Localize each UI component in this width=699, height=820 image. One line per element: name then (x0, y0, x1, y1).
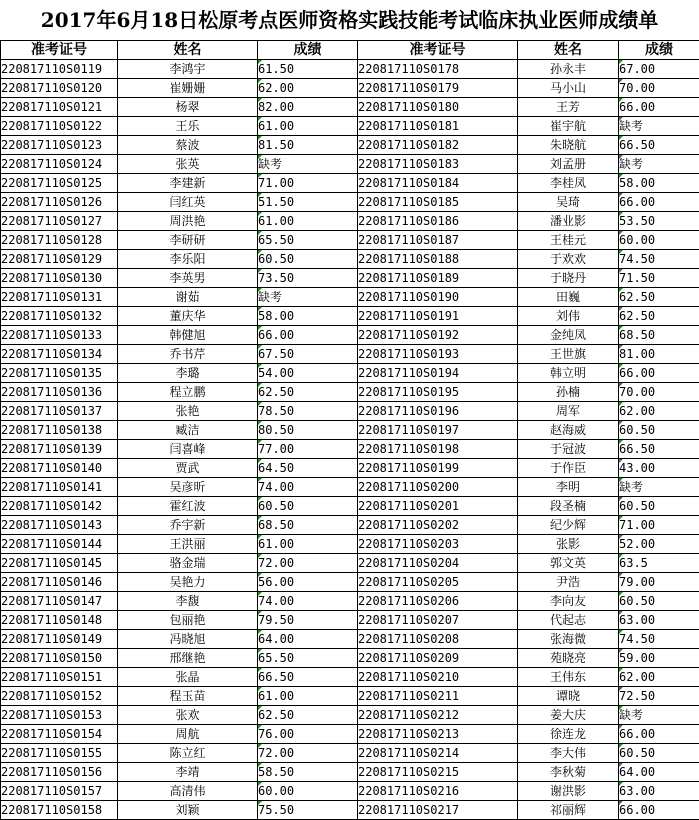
score-cell: 74.00 (258, 478, 358, 497)
score-cell: 71.50 (619, 269, 699, 288)
candidate-id-cell: 220817110S0120 (1, 79, 118, 98)
score-cell: 58.50 (258, 763, 358, 782)
score-cell: 缺考 (619, 155, 699, 174)
score-cell: 61.00 (258, 212, 358, 231)
candidate-name-cell: 崔姗姗 (118, 79, 258, 98)
candidate-name-cell: 谭晓 (518, 687, 619, 706)
score-cell: 76.00 (258, 725, 358, 744)
table-row (1, 383, 699, 402)
candidate-name-cell: 李桂凤 (518, 174, 619, 193)
table-body (1, 60, 699, 820)
table-row (1, 402, 699, 421)
candidate-id-cell: 220817110S0185 (358, 193, 518, 212)
candidate-id-cell: 220817110S0130 (1, 269, 118, 288)
header-id-left: 准考证号 (1, 41, 118, 60)
score-cell: 71.00 (258, 174, 358, 193)
table-row (1, 478, 699, 497)
candidate-id-cell: 220817110S0143 (1, 516, 118, 535)
score-cell: 72.00 (258, 744, 358, 763)
candidate-id-cell: 220817110S0214 (358, 744, 518, 763)
score-cell: 62.50 (258, 706, 358, 725)
candidate-name-cell: 杨翠 (118, 98, 258, 117)
candidate-name-cell: 王世旗 (518, 345, 619, 364)
candidate-name-cell: 徐连龙 (518, 725, 619, 744)
candidate-name-cell: 王伟东 (518, 668, 619, 687)
candidate-id-cell: 220817110S0208 (358, 630, 518, 649)
score-cell: 61.00 (258, 535, 358, 554)
score-cell: 79.50 (258, 611, 358, 630)
candidate-id-cell: 220817110S0151 (1, 668, 118, 687)
score-cell: 80.50 (258, 421, 358, 440)
candidate-name-cell: 姜大庆 (518, 706, 619, 725)
score-cell: 60.50 (258, 250, 358, 269)
score-cell: 78.50 (258, 402, 358, 421)
candidate-id-cell: 220817110S0187 (358, 231, 518, 250)
score-cell: 74.50 (619, 250, 699, 269)
candidate-id-cell: 220817110S0216 (358, 782, 518, 801)
candidate-name-cell: 代起志 (518, 611, 619, 630)
table-row (1, 763, 699, 782)
table-row (1, 497, 699, 516)
table-row (1, 326, 699, 345)
candidate-name-cell: 韩立明 (518, 364, 619, 383)
score-cell: 缺考 (619, 478, 699, 497)
candidate-id-cell: 220817110S0198 (358, 440, 518, 459)
score-cell: 63.5 (619, 554, 699, 573)
candidate-name-cell: 李璐 (118, 364, 258, 383)
candidate-name-cell: 包丽艳 (118, 611, 258, 630)
candidate-id-cell: 220817110S0196 (358, 402, 518, 421)
candidate-id-cell: 220817110S0184 (358, 174, 518, 193)
score-cell: 70.00 (619, 383, 699, 402)
score-cell: 67.50 (258, 345, 358, 364)
candidate-id-cell: 220817110S0140 (1, 459, 118, 478)
candidate-id-cell: 220817110S0119 (1, 60, 118, 79)
candidate-id-cell: 220817110S0189 (358, 269, 518, 288)
table-row (1, 117, 699, 136)
candidate-name-cell: 乔宇新 (118, 516, 258, 535)
score-cell: 60.00 (619, 231, 699, 250)
table-row (1, 421, 699, 440)
score-cell: 66.00 (619, 193, 699, 212)
candidate-name-cell: 程玉苗 (118, 687, 258, 706)
candidate-name-cell: 骆金瑞 (118, 554, 258, 573)
candidate-id-cell: 220817110S0137 (1, 402, 118, 421)
candidate-name-cell: 孙楠 (518, 383, 619, 402)
candidate-name-cell: 王桂元 (518, 231, 619, 250)
candidate-id-cell: 220817110S0217 (358, 801, 518, 820)
candidate-id-cell: 220817110S0215 (358, 763, 518, 782)
score-cell: 60.50 (619, 421, 699, 440)
candidate-id-cell: 220817110S0158 (1, 801, 118, 820)
header-score-left: 成绩 (258, 41, 358, 60)
table-row (1, 611, 699, 630)
candidate-name-cell: 赵海威 (518, 421, 619, 440)
candidate-id-cell: 220817110S0147 (1, 592, 118, 611)
candidate-id-cell: 220817110S0136 (1, 383, 118, 402)
candidate-id-cell: 220817110S0200 (358, 478, 518, 497)
score-cell: 66.50 (258, 668, 358, 687)
candidate-id-cell: 220817110S0139 (1, 440, 118, 459)
candidate-id-cell: 220817110S0186 (358, 212, 518, 231)
candidate-name-cell: 周军 (518, 402, 619, 421)
candidate-name-cell: 孙永丰 (518, 60, 619, 79)
score-cell: 58.00 (619, 174, 699, 193)
candidate-id-cell: 220817110S0202 (358, 516, 518, 535)
candidate-id-cell: 220817110S0131 (1, 288, 118, 307)
candidate-name-cell: 蔡波 (118, 136, 258, 155)
candidate-name-cell: 纪少辉 (518, 516, 619, 535)
score-cell: 66.00 (619, 98, 699, 117)
candidate-name-cell: 王洪丽 (118, 535, 258, 554)
score-cell: 66.00 (619, 725, 699, 744)
candidate-name-cell: 张晶 (118, 668, 258, 687)
candidate-name-cell: 李鸿宇 (118, 60, 258, 79)
candidate-id-cell: 220817110S0153 (1, 706, 118, 725)
score-cell: 60.50 (258, 497, 358, 516)
candidate-id-cell: 220817110S0210 (358, 668, 518, 687)
candidate-name-cell: 于冠波 (518, 440, 619, 459)
candidate-id-cell: 220817110S0178 (358, 60, 518, 79)
score-cell: 64.50 (258, 459, 358, 478)
candidate-id-cell: 220817110S0145 (1, 554, 118, 573)
table-row (1, 706, 699, 725)
score-cell: 58.00 (258, 307, 358, 326)
table-row (1, 554, 699, 573)
score-cell: 63.00 (619, 611, 699, 630)
score-cell: 63.00 (619, 782, 699, 801)
candidate-id-cell: 220817110S0123 (1, 136, 118, 155)
candidate-name-cell: 李秋菊 (518, 763, 619, 782)
candidate-name-cell: 冯晓旭 (118, 630, 258, 649)
score-cell: 62.50 (619, 307, 699, 326)
candidate-name-cell: 李大伟 (518, 744, 619, 763)
candidate-name-cell: 李建新 (118, 174, 258, 193)
candidate-name-cell: 吴艳力 (118, 573, 258, 592)
candidate-name-cell: 李明 (518, 478, 619, 497)
candidate-name-cell: 金纯凤 (518, 326, 619, 345)
score-cell: 61.00 (258, 687, 358, 706)
candidate-name-cell: 王芳 (518, 98, 619, 117)
table-row (1, 79, 699, 98)
score-cell: 64.00 (258, 630, 358, 649)
candidate-name-cell: 张影 (518, 535, 619, 554)
candidate-id-cell: 220817110S0199 (358, 459, 518, 478)
candidate-id-cell: 220817110S0201 (358, 497, 518, 516)
table-row (1, 782, 699, 801)
score-cell: 72.50 (619, 687, 699, 706)
candidate-name-cell: 张海微 (518, 630, 619, 649)
candidate-name-cell: 马小山 (518, 79, 619, 98)
candidate-id-cell: 220817110S0157 (1, 782, 118, 801)
score-cell: 缺考 (258, 155, 358, 174)
candidate-name-cell: 崔宇航 (518, 117, 619, 136)
table-row (1, 174, 699, 193)
score-cell: 51.50 (258, 193, 358, 212)
table-row (1, 155, 699, 174)
candidate-name-cell: 邢继艳 (118, 649, 258, 668)
candidate-id-cell: 220817110S0154 (1, 725, 118, 744)
table-row (1, 345, 699, 364)
table-row (1, 250, 699, 269)
score-cell: 65.50 (258, 231, 358, 250)
table-row (1, 573, 699, 592)
score-cell: 62.00 (619, 668, 699, 687)
score-cell: 66.50 (619, 136, 699, 155)
score-cell: 73.50 (258, 269, 358, 288)
candidate-name-cell: 刘颖 (118, 801, 258, 820)
candidate-name-cell: 周航 (118, 725, 258, 744)
candidate-id-cell: 220817110S0209 (358, 649, 518, 668)
candidate-id-cell: 220817110S0122 (1, 117, 118, 136)
table-row (1, 136, 699, 155)
table-row (1, 535, 699, 554)
header-name-left: 姓名 (118, 41, 258, 60)
score-table (0, 40, 699, 820)
candidate-name-cell: 张欢 (118, 706, 258, 725)
score-cell: 62.50 (619, 288, 699, 307)
candidate-id-cell: 220817110S0144 (1, 535, 118, 554)
table-row (1, 269, 699, 288)
table-row (1, 592, 699, 611)
candidate-id-cell: 220817110S0148 (1, 611, 118, 630)
score-cell: 75.50 (258, 801, 358, 820)
candidate-id-cell: 220817110S0121 (1, 98, 118, 117)
score-cell: 66.00 (619, 801, 699, 820)
candidate-id-cell: 220817110S0197 (358, 421, 518, 440)
candidate-id-cell: 220817110S0207 (358, 611, 518, 630)
score-cell: 54.00 (258, 364, 358, 383)
candidate-id-cell: 220817110S0138 (1, 421, 118, 440)
candidate-id-cell: 220817110S0146 (1, 573, 118, 592)
score-cell: 60.50 (619, 592, 699, 611)
score-cell: 81.00 (619, 345, 699, 364)
candidate-name-cell: 刘伟 (518, 307, 619, 326)
table-header-row (1, 41, 699, 60)
score-cell: 43.00 (619, 459, 699, 478)
candidate-id-cell: 220817110S0206 (358, 592, 518, 611)
table-row (1, 231, 699, 250)
candidate-name-cell: 董庆华 (118, 307, 258, 326)
candidate-name-cell: 霍红波 (118, 497, 258, 516)
candidate-id-cell: 220817110S0213 (358, 725, 518, 744)
score-cell: 缺考 (619, 117, 699, 136)
score-cell: 53.50 (619, 212, 699, 231)
candidate-name-cell: 张艳 (118, 402, 258, 421)
score-cell: 81.50 (258, 136, 358, 155)
table-row (1, 98, 699, 117)
candidate-name-cell: 李馥 (118, 592, 258, 611)
candidate-name-cell: 李乐阳 (118, 250, 258, 269)
score-cell: 61.50 (258, 60, 358, 79)
candidate-id-cell: 220817110S0129 (1, 250, 118, 269)
candidate-name-cell: 田巍 (518, 288, 619, 307)
table-row (1, 193, 699, 212)
candidate-id-cell: 220817110S0125 (1, 174, 118, 193)
table-row (1, 288, 699, 307)
table-row (1, 649, 699, 668)
score-cell: 82.00 (258, 98, 358, 117)
candidate-name-cell: 吴彦昕 (118, 478, 258, 497)
candidate-name-cell: 闫红英 (118, 193, 258, 212)
candidate-name-cell: 高清伟 (118, 782, 258, 801)
table-row (1, 725, 699, 744)
candidate-id-cell: 220817110S0203 (358, 535, 518, 554)
candidate-id-cell: 220817110S0179 (358, 79, 518, 98)
score-cell: 65.50 (258, 649, 358, 668)
candidate-name-cell: 李研研 (118, 231, 258, 250)
candidate-name-cell: 于晓丹 (518, 269, 619, 288)
score-cell: 59.00 (619, 649, 699, 668)
candidate-name-cell: 刘孟册 (518, 155, 619, 174)
candidate-name-cell: 段圣楠 (518, 497, 619, 516)
candidate-id-cell: 220817110S0126 (1, 193, 118, 212)
score-cell: 74.00 (258, 592, 358, 611)
candidate-id-cell: 220817110S0212 (358, 706, 518, 725)
candidate-name-cell: 吴琦 (518, 193, 619, 212)
candidate-id-cell: 220817110S0211 (358, 687, 518, 706)
candidate-id-cell: 220817110S0133 (1, 326, 118, 345)
candidate-name-cell: 谢洪影 (518, 782, 619, 801)
candidate-id-cell: 220817110S0142 (1, 497, 118, 516)
score-cell: 71.00 (619, 516, 699, 535)
table-row (1, 744, 699, 763)
score-cell: 67.00 (619, 60, 699, 79)
candidate-id-cell: 220817110S0183 (358, 155, 518, 174)
score-cell: 60.50 (619, 497, 699, 516)
candidate-id-cell: 220817110S0132 (1, 307, 118, 326)
score-cell: 52.00 (619, 535, 699, 554)
score-cell: 72.00 (258, 554, 358, 573)
table-row (1, 212, 699, 231)
candidate-id-cell: 220817110S0128 (1, 231, 118, 250)
score-cell: 缺考 (258, 288, 358, 307)
candidate-name-cell: 贾武 (118, 459, 258, 478)
table-row (1, 801, 699, 820)
score-cell: 68.50 (258, 516, 358, 535)
candidate-id-cell: 220817110S0156 (1, 763, 118, 782)
candidate-id-cell: 220817110S0188 (358, 250, 518, 269)
candidate-name-cell: 李向友 (518, 592, 619, 611)
candidate-name-cell: 郭文英 (518, 554, 619, 573)
table-row (1, 307, 699, 326)
candidate-id-cell: 220817110S0149 (1, 630, 118, 649)
score-cell: 66.00 (619, 364, 699, 383)
candidate-id-cell: 220817110S0127 (1, 212, 118, 231)
candidate-id-cell: 220817110S0193 (358, 345, 518, 364)
score-cell: 62.50 (258, 383, 358, 402)
score-cell: 61.00 (258, 117, 358, 136)
score-cell: 64.00 (619, 763, 699, 782)
table-row (1, 459, 699, 478)
candidate-name-cell: 程立鹏 (118, 383, 258, 402)
candidate-id-cell: 220817110S0152 (1, 687, 118, 706)
candidate-id-cell: 220817110S0135 (1, 364, 118, 383)
candidate-name-cell: 祁丽辉 (518, 801, 619, 820)
header-id-right: 准考证号 (358, 41, 518, 60)
score-cell: 66.00 (258, 326, 358, 345)
candidate-name-cell: 谢茹 (118, 288, 258, 307)
score-cell: 60.50 (619, 744, 699, 763)
candidate-name-cell: 张英 (118, 155, 258, 174)
candidate-id-cell: 220817110S0150 (1, 649, 118, 668)
candidate-id-cell: 220817110S0182 (358, 136, 518, 155)
candidate-name-cell: 李英男 (118, 269, 258, 288)
table-row (1, 668, 699, 687)
header-score-right: 成绩 (619, 41, 699, 60)
score-cell: 77.00 (258, 440, 358, 459)
candidate-id-cell: 220817110S0134 (1, 345, 118, 364)
score-cell: 62.00 (258, 79, 358, 98)
candidate-name-cell: 臧洁 (118, 421, 258, 440)
candidate-id-cell: 220817110S0155 (1, 744, 118, 763)
candidate-id-cell: 220817110S0204 (358, 554, 518, 573)
candidate-name-cell: 李靖 (118, 763, 258, 782)
header-name-right: 姓名 (518, 41, 619, 60)
score-cell: 缺考 (619, 706, 699, 725)
score-cell: 62.00 (619, 402, 699, 421)
score-cell: 60.00 (258, 782, 358, 801)
document-title: 2017年6月18日松原考点医师资格实践技能考试临床执业医师成绩单 (0, 0, 699, 40)
score-cell: 79.00 (619, 573, 699, 592)
candidate-id-cell: 220817110S0195 (358, 383, 518, 402)
candidate-id-cell: 220817110S0141 (1, 478, 118, 497)
score-cell: 74.50 (619, 630, 699, 649)
candidate-name-cell: 于作臣 (518, 459, 619, 478)
table-row (1, 60, 699, 79)
table-row (1, 687, 699, 706)
candidate-id-cell: 220817110S0205 (358, 573, 518, 592)
score-cell: 68.50 (619, 326, 699, 345)
table-row (1, 440, 699, 459)
candidate-name-cell: 朱晓航 (518, 136, 619, 155)
candidate-id-cell: 220817110S0180 (358, 98, 518, 117)
candidate-name-cell: 于欢欢 (518, 250, 619, 269)
table-row (1, 516, 699, 535)
candidate-id-cell: 220817110S0191 (358, 307, 518, 326)
candidate-id-cell: 220817110S0194 (358, 364, 518, 383)
candidate-name-cell: 乔书芹 (118, 345, 258, 364)
candidate-name-cell: 尹浩 (518, 573, 619, 592)
candidate-name-cell: 闫喜峰 (118, 440, 258, 459)
candidate-name-cell: 周洪艳 (118, 212, 258, 231)
candidate-name-cell: 陈立红 (118, 744, 258, 763)
candidate-id-cell: 220817110S0181 (358, 117, 518, 136)
score-cell: 66.50 (619, 440, 699, 459)
candidate-name-cell: 苑晓亮 (518, 649, 619, 668)
table-row (1, 364, 699, 383)
candidate-name-cell: 韩健旭 (118, 326, 258, 345)
score-cell: 56.00 (258, 573, 358, 592)
candidate-id-cell: 220817110S0190 (358, 288, 518, 307)
candidate-name-cell: 王乐 (118, 117, 258, 136)
table-row (1, 630, 699, 649)
score-cell: 70.00 (619, 79, 699, 98)
candidate-id-cell: 220817110S0124 (1, 155, 118, 174)
candidate-id-cell: 220817110S0192 (358, 326, 518, 345)
candidate-name-cell: 潘业影 (518, 212, 619, 231)
